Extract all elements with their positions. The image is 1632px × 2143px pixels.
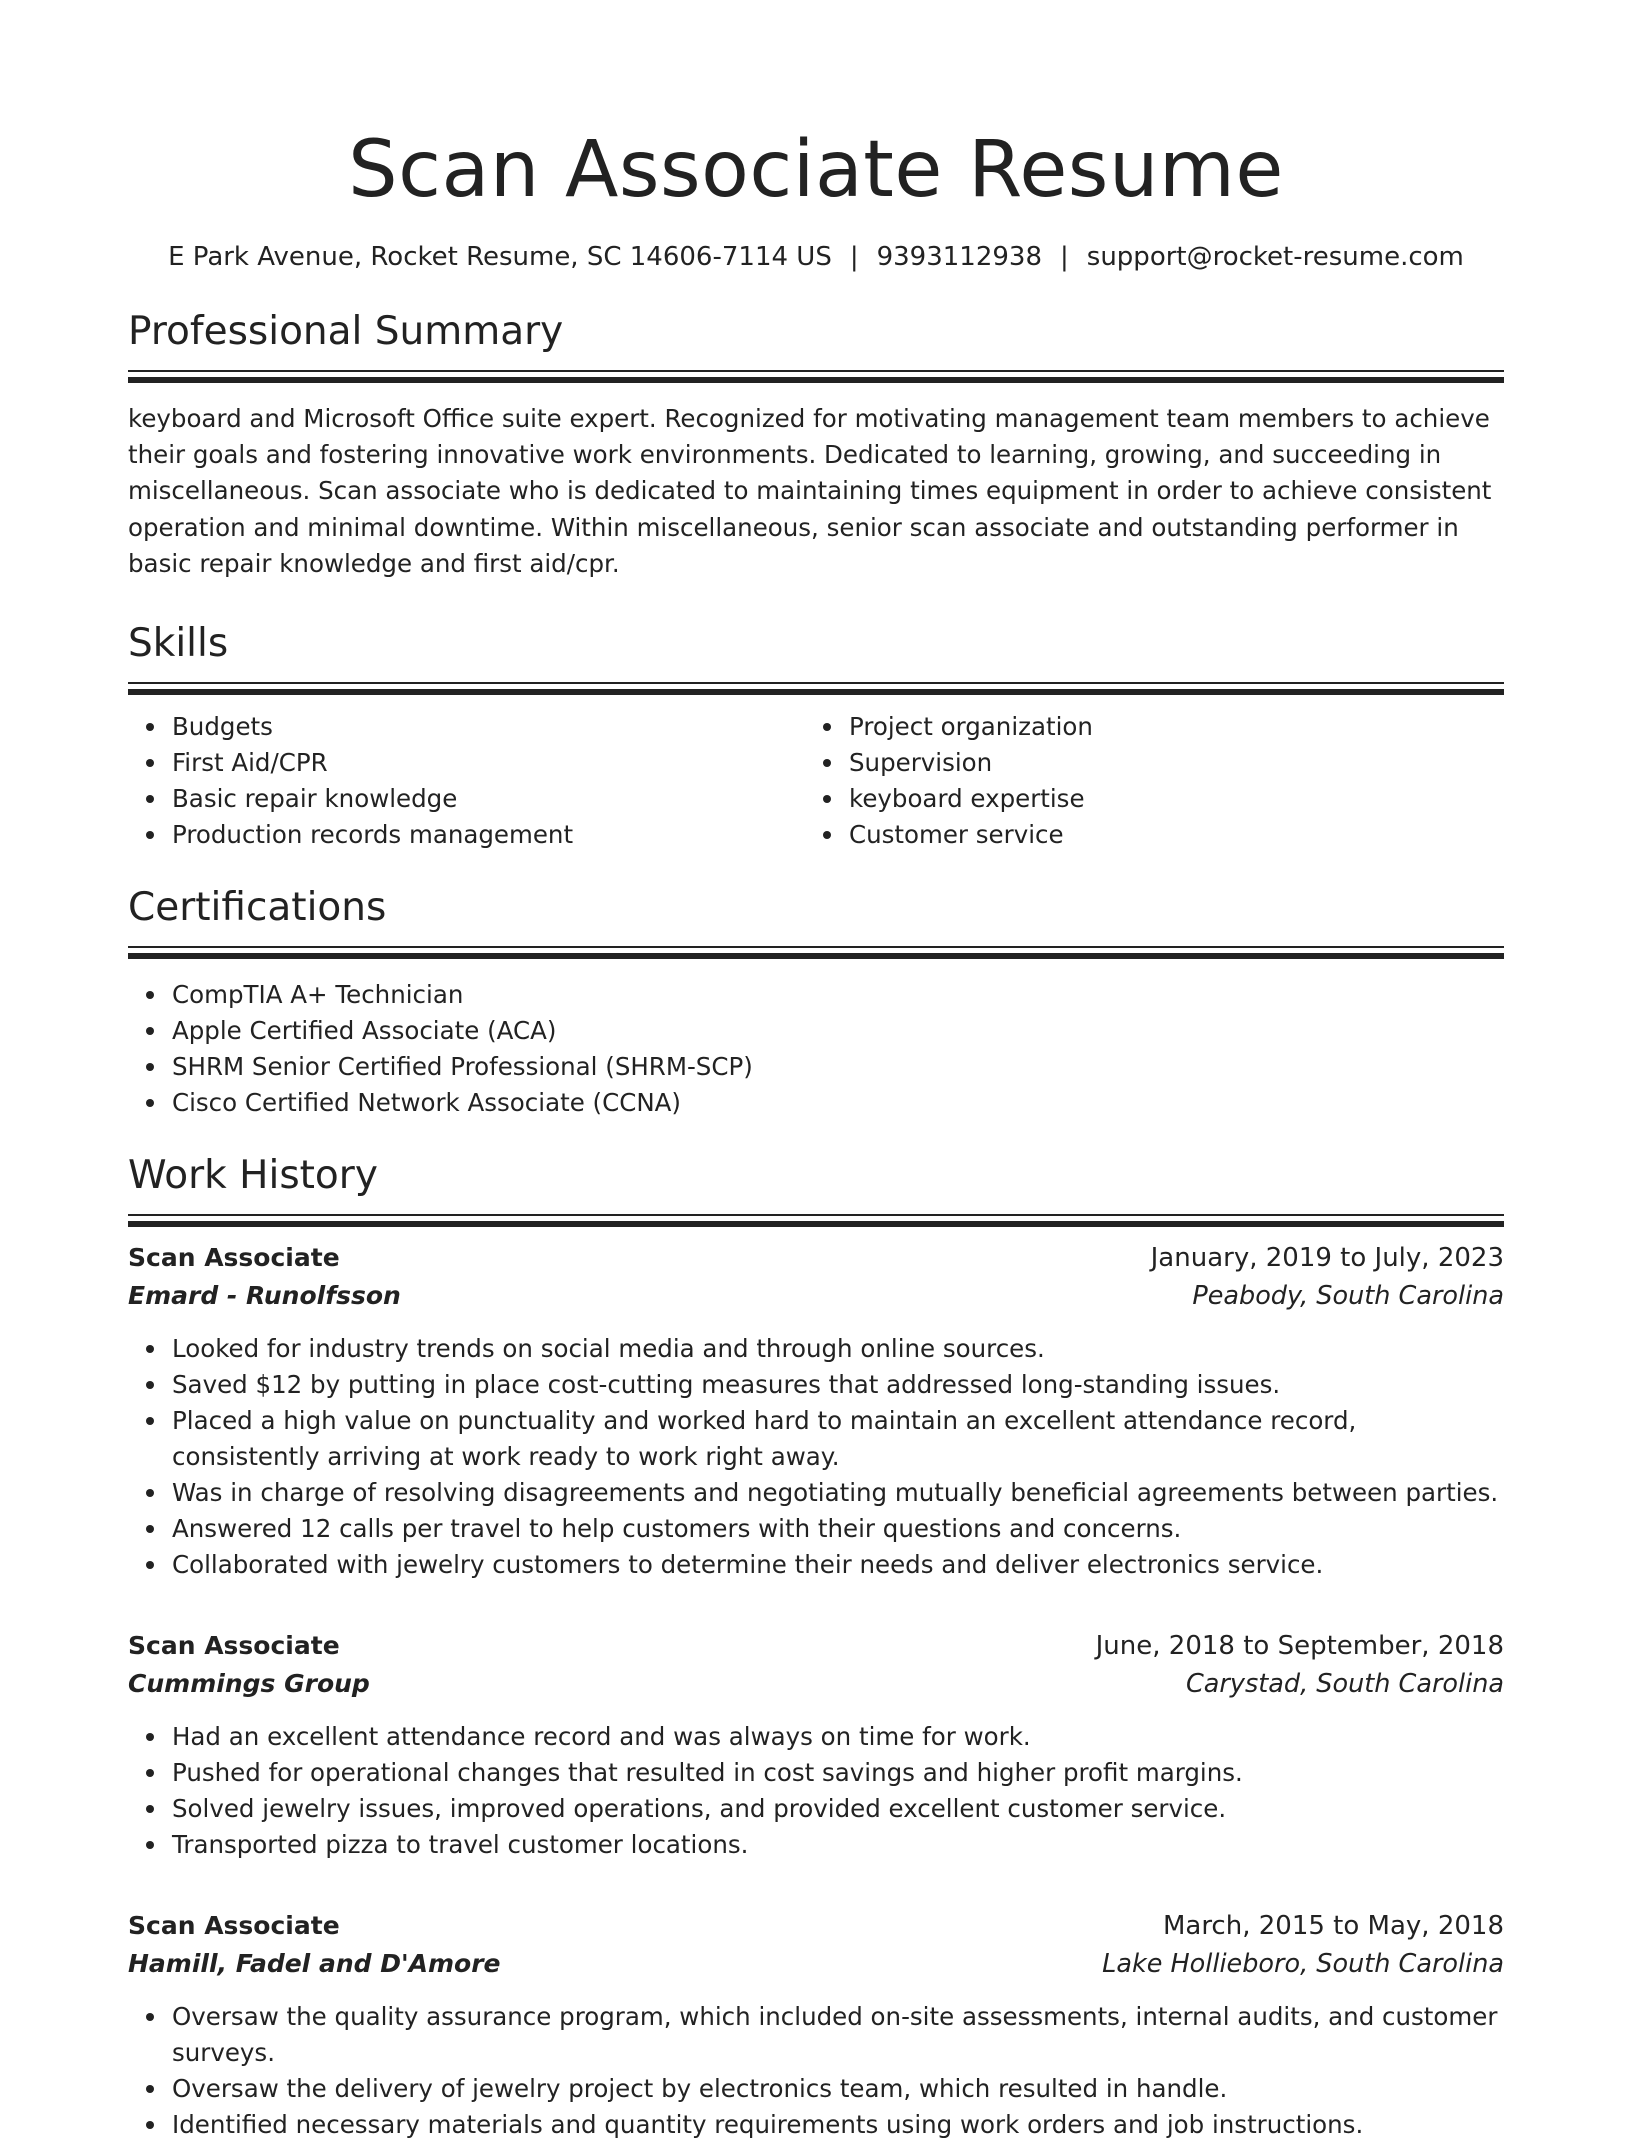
section-divider bbox=[128, 682, 1504, 689]
section-heading-summary: Professional Summary bbox=[128, 309, 564, 354]
job-duties-list bbox=[128, 1999, 1504, 2143]
contact-phone: 9393112938 bbox=[876, 242, 1043, 272]
skill-item: Basic repair knowledge bbox=[172, 781, 805, 817]
job-location: Lake Hollieboro, South Carolina bbox=[1102, 1949, 1504, 1980]
job-location: Peabody, South Carolina bbox=[1192, 1281, 1504, 1312]
job-company-row bbox=[128, 1665, 1504, 1703]
resume-title: Scan Associate Resume bbox=[348, 125, 1284, 215]
skill-item: Customer service bbox=[849, 817, 1482, 853]
skills-section bbox=[128, 620, 1504, 853]
certifications-list bbox=[128, 977, 1504, 1121]
section-heading-work-history: Work History bbox=[128, 1153, 378, 1199]
skills-list-left bbox=[128, 709, 805, 853]
job-dates: January, 2019 to July, 2023 bbox=[1150, 1243, 1504, 1274]
job-header-row bbox=[128, 1627, 1504, 1665]
work-history-section bbox=[128, 1152, 1504, 2143]
certification-item: SHRM Senior Certified Professional (SHRM-SCP) bbox=[172, 1049, 1504, 1085]
skill-item: Budgets bbox=[172, 709, 805, 745]
professional-summary-section bbox=[128, 308, 1504, 582]
contact-line bbox=[128, 240, 1504, 274]
job-title: Scan Associate bbox=[128, 1631, 340, 1661]
job-location: Carystad, South Carolina bbox=[1185, 1669, 1504, 1700]
contact-separator: | bbox=[849, 242, 859, 272]
job-duty-item: Placed a high value on punctuality and worked hard to maintain an excellent attendance record, consistently arriving at work ready to work right away. bbox=[172, 1403, 1504, 1475]
job-duty-item: Transported pizza to travel customer locations. bbox=[172, 1827, 1504, 1863]
skill-item: Project organization bbox=[849, 709, 1482, 745]
job-duty-item: Answered 12 calls per travel to help customers with their questions and concerns. bbox=[172, 1511, 1504, 1547]
certification-item: Apple Certified Associate (ACA) bbox=[172, 1013, 1504, 1049]
skill-item: First Aid/CPR bbox=[172, 745, 805, 781]
job-duty-item: Solved jewelry issues, improved operations, and provided excellent customer service. bbox=[172, 1791, 1504, 1827]
job-company-row bbox=[128, 1277, 1504, 1315]
section-divider bbox=[128, 946, 1504, 953]
job-entry bbox=[128, 1907, 1504, 2143]
job-duty-item: Identified necessary materials and quantity requirements using work orders and job instructions. bbox=[172, 2107, 1504, 2143]
job-entry bbox=[128, 1627, 1504, 1863]
skills-grid bbox=[128, 709, 1504, 853]
job-title: Scan Associate bbox=[128, 1911, 340, 1941]
job-duties-list bbox=[128, 1719, 1504, 1863]
job-duty-item: Oversaw the delivery of jewelry project by electronics team, which resulted in handle. bbox=[172, 2071, 1504, 2107]
section-divider bbox=[128, 370, 1504, 377]
job-company-row bbox=[128, 1945, 1504, 1983]
job-company: Hamill, Fadel and D'Amore bbox=[128, 1949, 501, 1979]
job-title: Scan Associate bbox=[128, 1243, 340, 1273]
section-heading-certifications: Certifications bbox=[128, 885, 387, 931]
skill-item: Production records management bbox=[172, 817, 805, 853]
job-duty-item: Looked for industry trends on social media and through online sources. bbox=[172, 1331, 1504, 1367]
job-duty-item: Collaborated with jewelry customers to determine their needs and deliver electronics service. bbox=[172, 1547, 1504, 1583]
job-duty-item: Saved $12 by putting in place cost-cutting measures that addressed long-standing issues. bbox=[172, 1367, 1504, 1403]
job-header-row bbox=[128, 1907, 1504, 1945]
skill-item: keyboard expertise bbox=[849, 781, 1482, 817]
skills-list-right bbox=[805, 709, 1482, 853]
job-duties-list bbox=[128, 1331, 1504, 1583]
job-duty-item: Oversaw the quality assurance program, which included on-site assessments, internal audits, and customer surveys. bbox=[172, 1999, 1504, 2071]
skill-item: Supervision bbox=[849, 745, 1482, 781]
certification-item: CompTIA A+ Technician bbox=[172, 977, 1504, 1013]
job-company: Emard - Runolfsson bbox=[128, 1281, 401, 1311]
job-entry bbox=[128, 1239, 1504, 1583]
job-dates: June, 2018 to September, 2018 bbox=[1095, 1631, 1504, 1662]
job-dates: March, 2015 to May, 2018 bbox=[1162, 1911, 1504, 1942]
certifications-section bbox=[128, 884, 1504, 1121]
job-duty-item: Had an excellent attendance record and was always on time for work. bbox=[172, 1719, 1504, 1755]
job-duty-item: Was in charge of resolving disagreements and negotiating mutually beneficial agreements between parties. bbox=[172, 1475, 1504, 1511]
certification-item: Cisco Certified Network Associate (CCNA) bbox=[172, 1085, 1504, 1121]
job-header-row bbox=[128, 1239, 1504, 1277]
summary-paragraph: keyboard and Microsoft Office suite expert. Recognized for motivating management team members to achieve their goals and fostering innovative work environments. Dedicated to learning, growing, and succeeding in miscellaneous. Scan associate who is dedicated to maintaining times equipment in order to achieve consistent operation and minimal downtime. Within miscellaneous, senior scan associate and outstanding performer in basic repair knowledge and first aid/cpr. bbox=[128, 404, 1492, 578]
contact-address: E Park Avenue, Rocket Resume, SC 14606-7114 US bbox=[168, 242, 832, 272]
contact-email: support@rocket-resume.com bbox=[1086, 242, 1464, 272]
contact-separator: | bbox=[1060, 242, 1069, 272]
job-company: Cummings Group bbox=[128, 1669, 370, 1699]
section-heading-skills: Skills bbox=[128, 621, 229, 667]
section-divider bbox=[128, 1214, 1504, 1221]
job-duty-item: Pushed for operational changes that resulted in cost savings and higher profit margins. bbox=[172, 1755, 1504, 1791]
